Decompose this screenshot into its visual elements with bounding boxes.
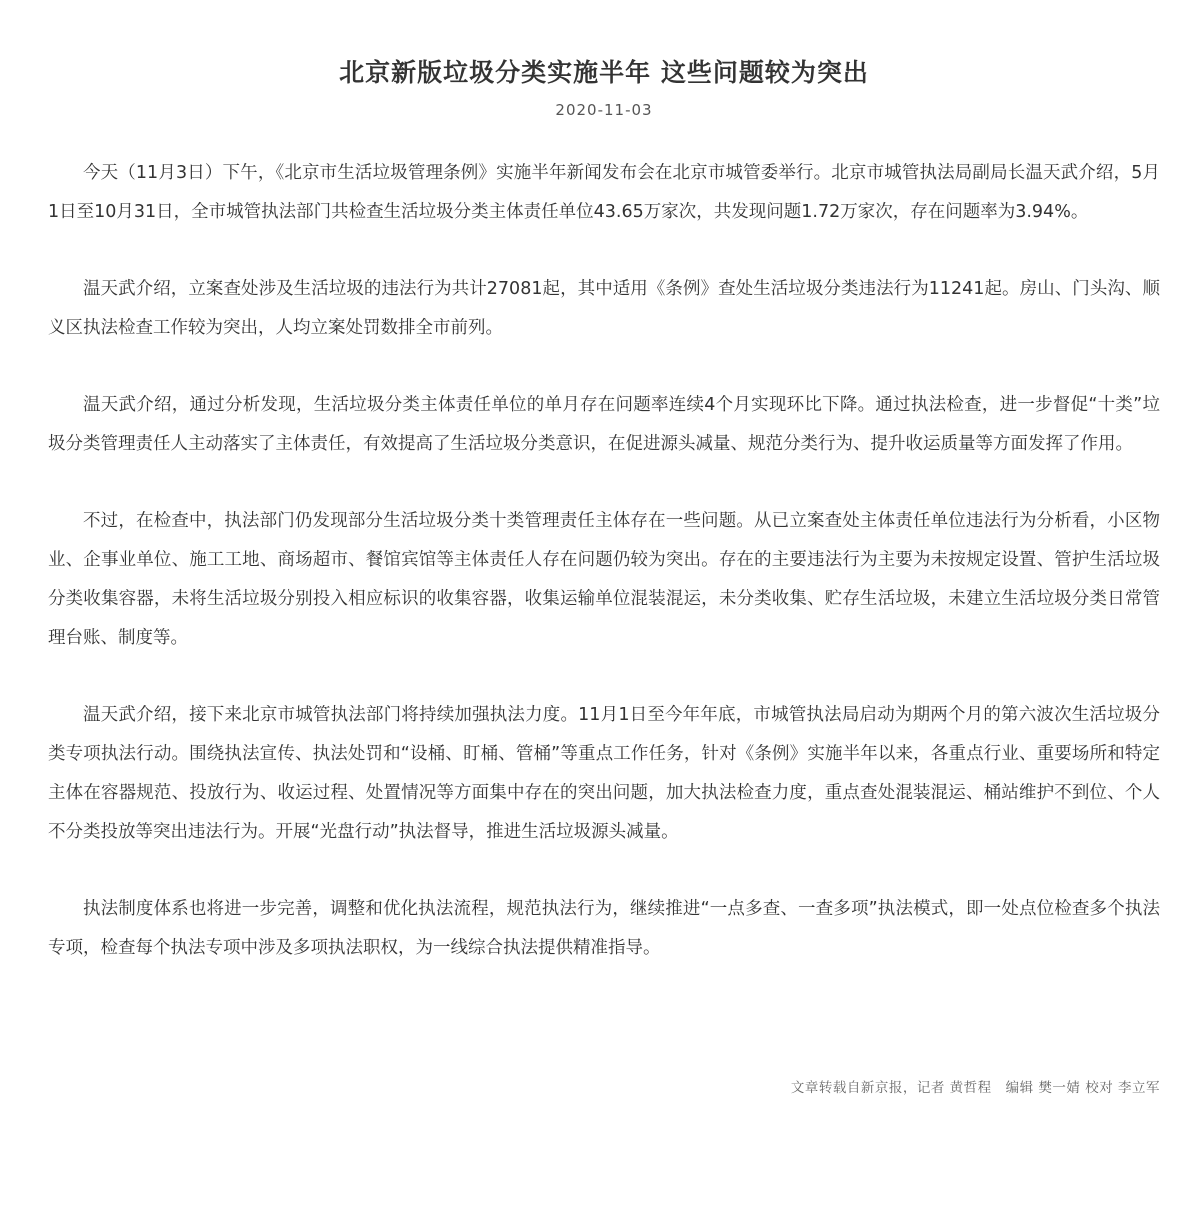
paragraph-2: 温天武介绍，立案查处涉及生活垃圾的违法行为共计27081起，其中适用《条例》查处生活垃圾分类违法行为11241起。房山、门头沟、顺义区执法检查工作较为突出，人均立案处罚数排全市前列。 [48,279,1160,338]
article-title: 北京新版垃圾分类实施半年 这些问题较为突出 [339,58,869,87]
paragraph-4: 不过，在检查中，执法部门仍发现部分生活垃圾分类十类管理责任主体存在一些问题。从已立案查处主体责任单位违法行为分析看，小区物业、企事业单位、施工工地、商场超市、餐馆宾馆等主体责任人存在问题仍较为突出。存在的主要违法行为主要为未按规定设置、管护生活垃圾分类收集容器，未将生活垃圾分别投入相应标识的收集容器，收集运输单位混装混运，未分类收集、贮存生活垃圾，未建立生活垃圾分类日常管理台账、制度等。 [48,511,1160,648]
article-body [48,154,1160,968]
article-credit: 文章转载自新京报，记者 黄哲程 编辑 樊一婧 校对 李立军 [790,1080,1160,1096]
article-date: 2020-11-03 [555,101,653,119]
paragraph-3: 温天武介绍，通过分析发现，生活垃圾分类主体责任单位的单月存在问题率连续4个月实现环比下降。通过执法检查，进一步督促“十类”垃圾分类管理责任人主动落实了主体责任，有效提高了生活垃圾分类意识，在促进源头减量、规范分类行为、提升收运质量等方面发挥了作用。 [48,395,1160,454]
paragraph-5: 温天武介绍，接下来北京市城管执法部门将持续加强执法力度。11月1日至今年年底，市城管执法局启动为期两个月的第六波次生活垃圾分类专项执法行动。围绕执法宣传、执法处罚和“设桶、盯桶、管桶”等重点工作任务，针对《条例》实施半年以来，各重点行业、重要场所和特定主体在容器规范、投放行为、收运过程、处置情况等方面集中存在的突出问题，加大执法检查力度，重点查处混装混运、桶站维护不到位、个人不分类投放等突出违法行为。开展“光盘行动”执法督导，推进生活垃圾源头减量。 [48,705,1160,842]
paragraph-1: 今天（11月3日）下午，《北京市生活垃圾管理条例》实施半年新闻发布会在北京市城管委举行。北京市城管执法局副局长温天武介绍，5月1日至10月31日，全市城管执法部门共检查生活垃圾分类主体责任单位43.65万家次，共发现问题1.72万家次，存在问题率为3.94%。 [48,163,1160,222]
paragraph-6: 执法制度体系也将进一步完善，调整和优化执法流程，规范执法行为，继续推进“一点多查、一查多项”执法模式，即一处点位检查多个执法专项，检查每个执法专项中涉及多项执法职权，为一线综合执法提供精准指导。 [48,899,1160,958]
